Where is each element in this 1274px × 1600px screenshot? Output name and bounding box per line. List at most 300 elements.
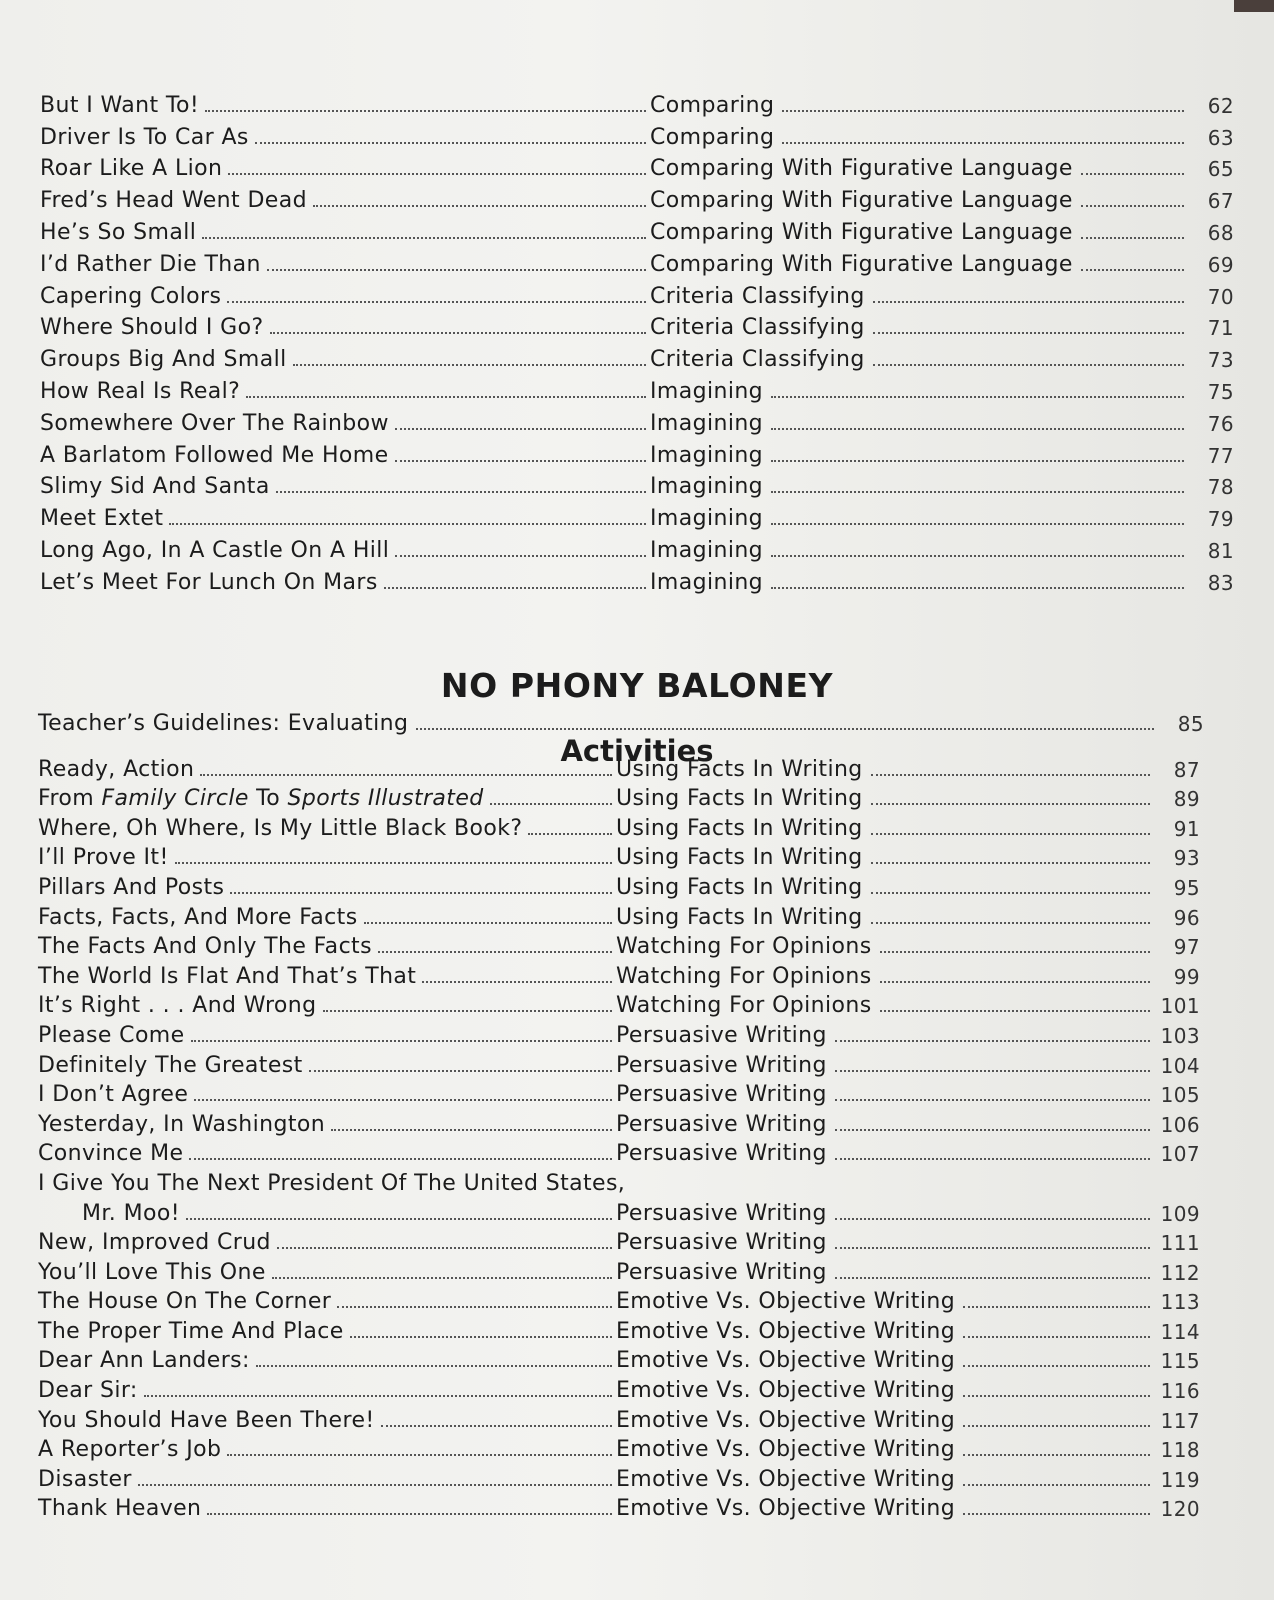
entry-title: Long Ago, In A Castle On A Hill <box>40 537 390 563</box>
entry-title-column <box>38 1141 616 1166</box>
dot-leader <box>782 142 1184 144</box>
toc-entry <box>38 900 1200 930</box>
entry-category: Persuasive Writing <box>616 1200 827 1226</box>
entry-category: Imagining <box>650 506 764 532</box>
toc-entry <box>40 309 1234 341</box>
entry-title: A Reporter’s Job <box>38 1437 222 1463</box>
entry-title: Facts, Facts, And More Facts <box>38 904 358 930</box>
entry-title-column <box>38 993 616 1018</box>
entry-category: Emotive Vs. Objective Writing <box>616 1466 956 1492</box>
entry-title-column <box>40 315 650 340</box>
toc-entry <box>38 1018 1200 1048</box>
entry-category: Imagining <box>650 537 764 563</box>
dot-leader <box>835 1277 1150 1279</box>
toc-entry <box>38 989 1200 1019</box>
activities-heading: Activities <box>560 734 714 768</box>
entry-title: Dear Sir: <box>38 1378 138 1404</box>
toc-entry <box>38 1462 1200 1492</box>
entry-title-column <box>38 905 616 930</box>
entry-title: The Proper Time And Place <box>38 1318 344 1344</box>
entry-category: Comparing With Figurative Language <box>650 251 1073 277</box>
entry-title: The House On The Corner <box>38 1289 332 1315</box>
toc-entry <box>38 1107 1200 1137</box>
dot-leader <box>771 460 1184 462</box>
dot-leader <box>205 110 646 112</box>
toc-entry <box>38 1226 1200 1256</box>
entry-title: Roar Like A Lion <box>40 156 223 182</box>
entry-category: Comparing With Figurative Language <box>650 188 1073 214</box>
entry-title-column <box>38 1408 616 1433</box>
entry-title-column <box>38 1378 616 1403</box>
toc-entry <box>38 1255 1200 1285</box>
entry-title: Groups Big And Small <box>40 347 287 373</box>
entry-page-number: 116 <box>1160 1379 1200 1404</box>
dot-leader <box>1081 269 1184 271</box>
dot-leader <box>871 774 1150 776</box>
entry-title: The Facts And Only The Facts <box>38 934 372 960</box>
entry-title: Mr. Moo! <box>82 1200 180 1226</box>
entry-title-column <box>38 964 616 989</box>
toc-entry <box>38 841 1200 871</box>
dot-leader <box>293 364 646 366</box>
entry-title-column <box>38 1230 616 1255</box>
dot-leader <box>490 803 612 805</box>
entry-category: Imagining <box>650 410 764 436</box>
entry-title-column <box>38 845 616 870</box>
entry-page-number: 99 <box>1173 964 1200 989</box>
entry-title-column <box>38 1289 616 1314</box>
entry-title-column <box>40 125 650 150</box>
entry-page-number: 112 <box>1160 1260 1200 1285</box>
entry-title: Capering Colors <box>40 283 222 309</box>
guidelines-title: Teacher’s Guidelines: Evaluating <box>38 711 409 736</box>
toc-entry <box>38 1433 1200 1463</box>
toc-entry <box>38 870 1200 900</box>
entry-title-column <box>38 1023 616 1048</box>
entry-category: Imagining <box>650 378 764 404</box>
dot-leader <box>395 428 646 430</box>
dot-leader <box>228 173 646 175</box>
entry-title-column <box>38 1112 616 1137</box>
toc-entry <box>38 1492 1200 1522</box>
page-corner-shadow <box>1234 0 1274 12</box>
dot-leader <box>963 1425 1150 1427</box>
entry-title-column <box>40 284 650 309</box>
dot-leader <box>963 1513 1150 1515</box>
entry-title-column <box>38 1260 616 1285</box>
dot-leader <box>276 491 646 493</box>
entry-title-column <box>38 1082 616 1107</box>
entry-title: I Don’t Agree <box>38 1082 189 1108</box>
entry-title <box>38 786 484 811</box>
toc-entry <box>40 436 1234 468</box>
dot-leader <box>350 1336 612 1338</box>
toc-entry <box>40 563 1234 595</box>
entry-page-number: 73 <box>1207 348 1234 373</box>
entry-title: He’s So Small <box>40 219 197 245</box>
entry-category: Persuasive Writing <box>616 1082 827 1108</box>
entry-title: The World Is Flat And That’s That <box>38 963 417 989</box>
entry-title: Pillars And Posts <box>38 874 225 900</box>
entry-category: Comparing With Figurative Language <box>650 156 1073 182</box>
entry-category: Criteria Classifying <box>650 283 865 309</box>
toc-entry <box>40 372 1234 404</box>
entry-title-column <box>38 1496 616 1521</box>
dot-leader <box>189 1158 612 1160</box>
dot-leader <box>528 833 612 835</box>
entry-page-number: 78 <box>1207 475 1234 500</box>
dot-leader <box>395 460 646 462</box>
dot-leader <box>871 803 1150 805</box>
entry-page-number: 83 <box>1207 570 1234 595</box>
dot-leader <box>963 1365 1150 1367</box>
dot-leader <box>771 555 1184 557</box>
entry-title: Slimy Sid And Santa <box>40 474 270 500</box>
entry-page-number: 114 <box>1160 1319 1200 1344</box>
toc-entry <box>40 340 1234 372</box>
entry-page-number: 106 <box>1160 1112 1200 1137</box>
entry-category: Comparing <box>650 92 775 118</box>
dot-leader <box>194 1099 612 1101</box>
dot-leader <box>175 862 612 864</box>
dot-leader <box>771 587 1184 589</box>
entry-title-column <box>40 156 650 181</box>
entry-title: Fred’s Head Went Dead <box>40 188 307 214</box>
dot-leader <box>422 981 612 983</box>
toc-entry <box>38 1373 1200 1403</box>
entry-title-column <box>38 1348 616 1373</box>
entry-category: Emotive Vs. Objective Writing <box>616 1378 956 1404</box>
entry-page-number: 89 <box>1173 787 1200 812</box>
dot-leader <box>378 951 612 953</box>
entry-page-number: 119 <box>1160 1467 1200 1492</box>
toc-entry <box>40 86 1234 118</box>
toc-entry <box>38 1196 1200 1226</box>
entry-category: Persuasive Writing <box>616 1111 827 1137</box>
entry-title-column <box>38 816 616 841</box>
toc-list-activities <box>38 752 1200 1521</box>
dot-leader <box>873 332 1184 334</box>
dot-leader <box>270 332 646 334</box>
entry-page-number: 96 <box>1173 905 1200 930</box>
dot-leader <box>771 396 1184 398</box>
entry-title-column <box>40 379 650 404</box>
entry-page-number: 104 <box>1160 1053 1200 1078</box>
dot-leader <box>331 1129 612 1131</box>
entry-title: I’ll Prove It! <box>38 845 169 871</box>
toc-entry <box>38 811 1200 841</box>
entry-category: Watching For Opinions <box>616 934 872 960</box>
entry-page-number: 77 <box>1207 443 1234 468</box>
entry-page-number: 70 <box>1207 284 1234 309</box>
entry-page-number: 87 <box>1173 757 1200 782</box>
entry-title-column <box>40 347 650 372</box>
entry-page-number: 107 <box>1160 1142 1200 1167</box>
entry-title: New, Improved Crud <box>38 1230 271 1256</box>
entry-title: How Real Is Real? <box>40 378 241 404</box>
entry-page-number: 120 <box>1160 1497 1200 1522</box>
entry-category: Emotive Vs. Objective Writing <box>616 1289 956 1315</box>
dot-leader <box>963 1306 1150 1308</box>
dot-leader <box>963 1336 1150 1338</box>
entry-category: Using Facts In Writing <box>616 845 863 871</box>
entry-category: Using Facts In Writing <box>616 874 863 900</box>
entry-title: Yesterday, In Washington <box>38 1111 326 1137</box>
toc-entry <box>38 1048 1200 1078</box>
entry-title: A Barlatom Followed Me Home <box>40 442 389 468</box>
entry-category: Criteria Classifying <box>650 347 865 373</box>
entry-category: Using Facts In Writing <box>616 904 863 930</box>
toc-entry <box>40 213 1234 245</box>
dot-leader <box>880 951 1150 953</box>
dot-leader <box>186 1218 612 1220</box>
toc-entry <box>40 404 1234 436</box>
entry-title: I’d Rather Die Than <box>40 251 261 277</box>
dot-leader <box>337 1306 612 1308</box>
dot-leader <box>207 1513 612 1515</box>
entry-page-number: 115 <box>1160 1349 1200 1374</box>
guidelines-entry <box>38 700 1204 736</box>
toc-entry <box>40 150 1234 182</box>
entry-page-number: 109 <box>1160 1201 1200 1226</box>
toc-entry <box>38 1403 1200 1433</box>
entry-title: Dear Ann Landers: <box>38 1348 250 1374</box>
entry-page-number: 91 <box>1173 816 1200 841</box>
entry-title-column <box>38 757 616 782</box>
entry-title-column <box>38 786 616 811</box>
entry-title-column <box>38 1467 616 1492</box>
dot-leader <box>230 892 612 894</box>
entry-page-number: 113 <box>1160 1290 1200 1315</box>
entry-page-number: 79 <box>1207 507 1234 532</box>
entry-page-number: 93 <box>1173 846 1200 871</box>
entry-category: Persuasive Writing <box>616 1230 827 1256</box>
entry-category: Imagining <box>650 442 764 468</box>
entry-category: Persuasive Writing <box>616 1141 827 1167</box>
entry-page-number: 118 <box>1160 1438 1200 1463</box>
dot-leader <box>871 862 1150 864</box>
entry-title: Somewhere Over The Rainbow <box>40 410 389 436</box>
toc-entry <box>38 1078 1200 1108</box>
entry-title: Driver Is To Car As <box>40 124 249 150</box>
dot-leader <box>871 833 1150 835</box>
dot-leader <box>191 1040 612 1042</box>
entry-page-number: 75 <box>1207 379 1234 404</box>
entry-page-number: 103 <box>1160 1023 1200 1048</box>
entry-page-number: 101 <box>1160 994 1200 1019</box>
entry-title-column <box>40 506 650 531</box>
entry-category: Using Facts In Writing <box>616 786 863 812</box>
entry-category: Watching For Opinions <box>616 963 872 989</box>
dot-leader <box>169 523 646 525</box>
entry-title-column <box>40 220 650 245</box>
dot-leader <box>873 301 1184 303</box>
dot-leader <box>313 205 646 207</box>
entry-title-column <box>38 1437 616 1462</box>
entry-category: Imagining <box>650 569 764 595</box>
entry-title: Meet Extet <box>40 506 164 532</box>
entry-title: Thank Heaven <box>38 1496 202 1522</box>
dot-leader <box>256 1365 612 1367</box>
toc-entry <box>40 277 1234 309</box>
dot-leader <box>227 1454 612 1456</box>
entry-page-number: 63 <box>1207 125 1234 150</box>
dot-leader <box>227 301 646 303</box>
dot-leader <box>963 1454 1150 1456</box>
dot-leader <box>835 1129 1150 1131</box>
entry-category: Imagining <box>650 474 764 500</box>
entry-category: Emotive Vs. Objective Writing <box>616 1407 956 1433</box>
dot-leader <box>395 555 646 557</box>
toc-entry <box>38 1285 1200 1315</box>
toc-entry <box>38 1314 1200 1344</box>
guidelines-page: 85 <box>1177 712 1204 736</box>
dot-leader <box>384 587 646 589</box>
entry-title: Definitely The Greatest <box>38 1052 303 1078</box>
entry-title-part: To <box>248 786 288 812</box>
entry-title-column <box>38 1053 616 1078</box>
dot-leader <box>323 1010 613 1012</box>
entry-page-number: 69 <box>1207 252 1234 277</box>
dot-leader <box>272 1277 612 1279</box>
entry-title: But I Want To! <box>40 92 200 118</box>
toc-entry <box>38 930 1200 960</box>
dot-leader <box>871 922 1150 924</box>
toc-entry <box>40 468 1234 500</box>
dot-leader <box>880 981 1150 983</box>
dot-leader <box>871 892 1150 894</box>
toc-entry <box>40 531 1234 563</box>
entry-title-column <box>40 411 650 436</box>
toc-entry <box>38 752 1200 782</box>
dot-leader <box>364 922 612 924</box>
dot-leader <box>255 142 646 144</box>
entry-page-number: 105 <box>1160 1083 1200 1108</box>
dot-leader <box>771 491 1184 493</box>
entry-title: Ready, Action <box>38 756 195 782</box>
toc-list-top <box>40 86 1234 595</box>
dot-leader <box>771 523 1184 525</box>
entry-title-column <box>38 875 616 900</box>
entry-title-italic: Sports Illustrated <box>287 786 484 812</box>
entry-title-column <box>40 93 650 118</box>
entry-title-column <box>40 252 650 277</box>
dot-leader <box>835 1158 1150 1160</box>
entry-category: Comparing With Figurative Language <box>650 219 1073 245</box>
entry-page-number: 95 <box>1173 875 1200 900</box>
entry-title-column <box>38 1171 625 1196</box>
entry-page-number: 81 <box>1207 538 1234 563</box>
dot-leader <box>835 1099 1150 1101</box>
entry-page-number: 76 <box>1207 411 1234 436</box>
entry-title: It’s Right . . . And Wrong <box>38 993 317 1019</box>
dot-leader <box>200 774 612 776</box>
dot-leader <box>144 1395 612 1397</box>
entry-title-italic: Family Circle <box>101 786 249 812</box>
entry-title: You Should Have Been There! <box>38 1407 375 1433</box>
entry-page-number: 68 <box>1207 220 1234 245</box>
toc-entry <box>38 1166 1200 1196</box>
entry-page-number: 97 <box>1173 935 1200 960</box>
dot-leader <box>277 1247 612 1249</box>
entry-title: Where, Oh Where, Is My Little Black Book? <box>38 815 523 841</box>
entry-category: Watching For Opinions <box>616 993 872 1019</box>
toc-entry <box>40 181 1234 213</box>
dot-leader <box>416 728 1154 730</box>
entry-title-column <box>40 443 650 468</box>
entry-category: Persuasive Writing <box>616 1022 827 1048</box>
entry-title-column <box>40 570 650 595</box>
entry-page-number: 117 <box>1160 1408 1200 1433</box>
entry-title-column <box>38 1201 616 1226</box>
toc-entry <box>38 1344 1200 1374</box>
dot-leader <box>835 1070 1150 1072</box>
dot-leader <box>202 237 646 239</box>
toc-entry <box>38 782 1200 812</box>
entry-page-number: 71 <box>1207 316 1234 341</box>
entry-title: Please Come <box>38 1022 185 1048</box>
dot-leader <box>782 110 1184 112</box>
entry-title: Where Should I Go? <box>40 315 264 341</box>
entry-category: Emotive Vs. Objective Writing <box>616 1348 956 1374</box>
entry-category: Using Facts In Writing <box>616 815 863 841</box>
entry-page-number: 62 <box>1207 93 1234 118</box>
dot-leader <box>1081 237 1184 239</box>
entry-title: Let’s Meet For Lunch On Mars <box>40 569 378 595</box>
entry-title-column <box>38 934 616 959</box>
dot-leader <box>835 1247 1150 1249</box>
entry-category: Persuasive Writing <box>616 1052 827 1078</box>
dot-leader <box>771 428 1184 430</box>
dot-leader <box>963 1484 1150 1486</box>
entry-page-number: 111 <box>1160 1231 1200 1256</box>
toc-entry <box>38 959 1200 989</box>
entry-page-number: 67 <box>1207 189 1234 214</box>
entry-category: Using Facts In Writing <box>616 756 863 782</box>
entry-category: Persuasive Writing <box>616 1259 827 1285</box>
entry-title-part: From <box>38 786 102 812</box>
entry-page-number: 65 <box>1207 157 1234 182</box>
entry-title: Convince Me <box>38 1141 184 1167</box>
entry-category: Criteria Classifying <box>650 315 865 341</box>
dot-leader <box>1081 173 1184 175</box>
dot-leader <box>1081 205 1184 207</box>
dot-leader <box>835 1040 1150 1042</box>
entry-category: Emotive Vs. Objective Writing <box>616 1496 956 1522</box>
dot-leader <box>963 1395 1150 1397</box>
entry-title-column <box>40 474 650 499</box>
toc-entry <box>40 245 1234 277</box>
dot-leader <box>138 1484 612 1486</box>
dot-leader <box>381 1425 612 1427</box>
dot-leader <box>880 1010 1150 1012</box>
entry-category: Comparing <box>650 124 775 150</box>
entry-title: You’ll Love This One <box>38 1259 266 1285</box>
entry-title: I Give You The Next President Of The United States, <box>38 1170 626 1196</box>
toc-entry <box>40 499 1234 531</box>
entry-title-column <box>40 538 650 563</box>
dot-leader <box>246 396 646 398</box>
section-heading: NO PHONY BALONEY <box>440 666 834 705</box>
toc-entry <box>38 1137 1200 1167</box>
entry-title-column <box>38 1319 616 1344</box>
entry-category: Emotive Vs. Objective Writing <box>616 1437 956 1463</box>
entry-title: Disaster <box>38 1466 132 1492</box>
dot-leader <box>835 1218 1150 1220</box>
dot-leader <box>267 269 646 271</box>
entry-category: Emotive Vs. Objective Writing <box>616 1318 956 1344</box>
toc-entry <box>40 118 1234 150</box>
